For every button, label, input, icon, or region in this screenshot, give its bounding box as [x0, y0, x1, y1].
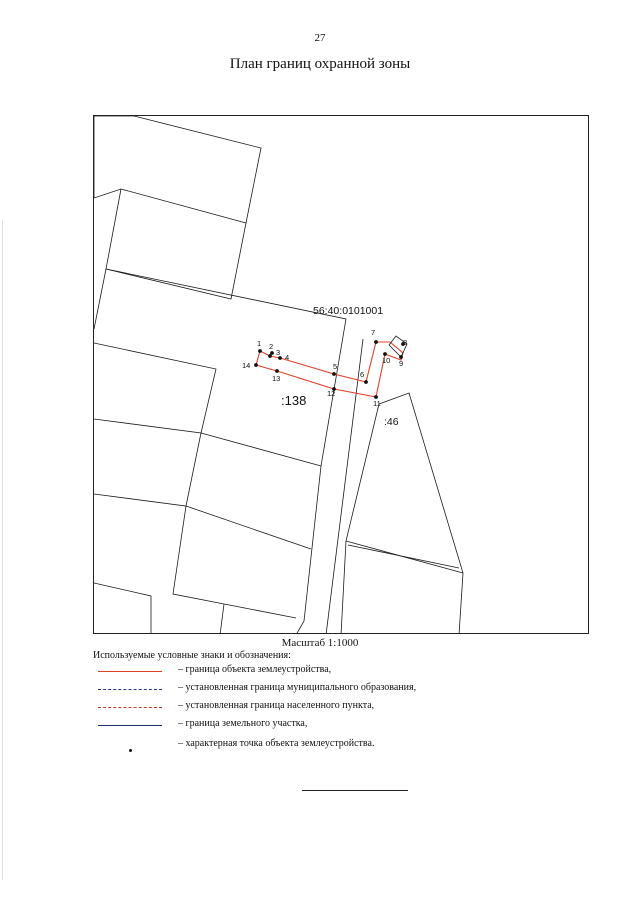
point-label: 5 [333, 362, 338, 371]
point-7 [374, 340, 378, 344]
point-label: 4 [285, 353, 290, 362]
map-frame [93, 115, 589, 634]
scan-edge [2, 220, 3, 880]
point-dot-symbol [129, 749, 132, 752]
parcel-boundary [220, 604, 224, 634]
point-6 [364, 380, 368, 384]
blue-dashdot-line-symbol [98, 689, 162, 690]
point-5 [332, 372, 336, 376]
red-dashdot-line-symbol [98, 707, 162, 708]
legend-heading: Используемые условные знаки и обозначения: [93, 650, 291, 661]
navy-solid-line-symbol [98, 725, 162, 726]
parcel-boundary [201, 433, 321, 466]
scale-label: Масштаб 1:1000 [281, 637, 359, 649]
point-label: 1 [257, 339, 262, 348]
legend-item-label: – установленная граница населенного пункта, [178, 700, 375, 711]
parcel-boundary [186, 506, 311, 549]
parcel-boundary [94, 419, 201, 506]
parcel-boundary [94, 116, 261, 223]
legend-item-label: – граница объекта землеустройства, [178, 664, 332, 675]
page-title: План границ охранной зоны [229, 56, 411, 72]
page-number: 27 [314, 32, 326, 44]
legend-item [98, 663, 558, 679]
parcel-boundary [106, 269, 346, 634]
point-label: 2 [269, 342, 274, 351]
parcel-boundary [94, 269, 106, 329]
point-label: 11 [373, 399, 381, 408]
red-solid-line-symbol [98, 671, 162, 672]
point-label: 7 [371, 328, 376, 337]
point-label: 10 [382, 356, 391, 365]
point-label: 13 [272, 374, 281, 383]
legend-item [98, 717, 558, 733]
parcel-label-46: :46 [384, 416, 399, 428]
point-label: 12 [327, 389, 336, 398]
parcel-boundary [341, 404, 379, 634]
signature-line [302, 790, 408, 791]
parcel-boundary [379, 393, 463, 634]
parcel-boundary [106, 189, 246, 299]
cadastral-labels [281, 305, 399, 428]
parcel-boundary [348, 545, 459, 568]
point-label: 14 [242, 361, 251, 370]
parcel-label-138: :138 [281, 393, 307, 408]
parcel-boundary [326, 339, 363, 634]
point-label: 3 [276, 348, 281, 357]
point-14 [254, 363, 258, 367]
map-drawing [94, 116, 589, 634]
point-label: 6 [360, 370, 365, 379]
legend-item [98, 699, 558, 715]
legend-item [98, 681, 558, 697]
point-3 [270, 351, 274, 355]
point-label: 8 [403, 338, 408, 347]
cadastral-block-label: 56:40:0101001 [313, 305, 384, 317]
parcel-boundary [94, 343, 216, 433]
point-label: 9 [399, 359, 404, 368]
legend-item-label: – характерная точка объекта землеустройства. [178, 738, 375, 749]
point-1 [258, 349, 262, 353]
point-13 [275, 369, 279, 373]
legend-item-label: – граница земельного участка, [178, 718, 308, 729]
legend-item-label: – установленная граница муниципального образования, [178, 682, 417, 693]
legend-item [98, 737, 558, 753]
parcel-boundary [94, 583, 151, 634]
